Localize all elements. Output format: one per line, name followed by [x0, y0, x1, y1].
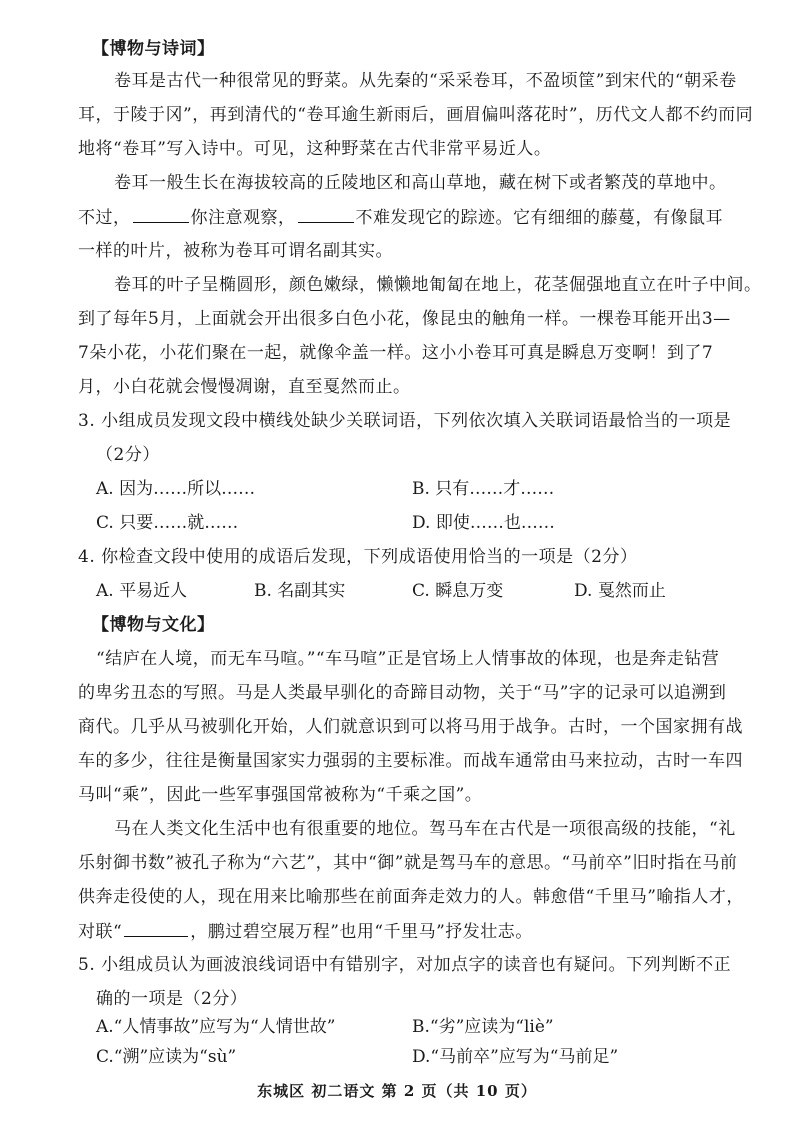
question-4-option-d: D. 戛然而止: [574, 581, 666, 601]
paragraph-line: 月，小白花就会慢慢凋谢，直至戛然而止。: [78, 377, 411, 397]
question-3-option-a: A. 因为……所以……: [96, 479, 256, 499]
question-4-option-a: A. 平易近人: [96, 581, 188, 601]
question-3-option-c: C. 只要……就……: [96, 513, 239, 533]
paragraph-line: 商代。几乎从马被驯化开始，人们就意识到可以将马用于战争。古时，一个国家拥有战: [78, 717, 743, 737]
paragraph-line: 到了每年5月，上面就会开出很多白色小花，像昆虫的触角一样。一棵卷耳能开出3—: [78, 309, 731, 329]
paragraph-line-with-blanks: [78, 206, 723, 229]
question-5-option-a: A.“人情事故”应写为“人情世故”: [96, 1017, 336, 1037]
paragraph-line: “结庐在人境，而无车马喧。”“车马喧”正是官场上人情事故的体现，也是奔走钻营: [96, 649, 720, 669]
question-4-stem: 4. 你检查文段中使用的成语后发现，下列成语使用恰当的一项是（2分）: [78, 547, 638, 567]
paragraph-line: 车的多少，往往是衡量国家实力强弱的主要标准。而战车通常由马来拉动，古时一车四: [78, 751, 743, 771]
fill-blank-1: [133, 206, 189, 223]
text-segment: 不难发现它的踪迹。它有细细的藤蔓，有像鼠耳: [355, 208, 723, 228]
question-3-stem: 3. 小组成员发现文段中横线处缺少关联词语，下列依次填入关联词语最恰当的一项是: [78, 411, 732, 431]
paragraph-line: 耳，于陵于冈”，再到清代的“卷耳逾生新雨后，画眉偏叫落花时”，历代文人都不约而同: [78, 105, 754, 125]
question-4-option-b: B. 名副其实: [254, 581, 346, 601]
question-5-stem: 5. 小组成员认为画波浪线词语中有错别字，对加点字的读音也有疑问。下列判断不正: [78, 955, 732, 975]
paragraph-line: 一样的叶片，被称为卷耳可谓名副其实。: [78, 241, 393, 261]
paragraph-line: 的卑劣丑态的写照。马是人类最早驯化的奇蹄目动物，关于“马”字的记录可以追溯到: [78, 683, 727, 703]
question-5-option-d: D.“马前卒”应写为“马前足”: [412, 1047, 619, 1067]
paragraph-line: 供奔走役使的人，现在用来比喻那些在前面奔走效力的人。韩愈借“千里马”喻指人才，: [78, 887, 744, 907]
paragraph-line: 地将“卷耳”写入诗中。可见，这种野菜在古代非常平易近人。: [78, 139, 552, 159]
paragraph-line: 7朵小花，小花们聚在一起，就像伞盖一样。这小小卷耳可真是瞬息万变啊！到了7: [78, 343, 714, 363]
question-5-option-c: C.“溯”应读为“sù”: [96, 1047, 237, 1067]
paragraph-line: 马在人类文化生活中也有很重要的地位。驾马车在古代是一项很高级的技能，“礼: [114, 819, 736, 839]
fill-blank-3: [124, 920, 188, 937]
paragraph-line: 卷耳的叶子呈椭圆形，颜色嫩绿，懒懒地匍匐在地上，花茎倔强地直立在叶子中间。: [114, 275, 762, 295]
question-5-stem-cont: 确的一项是（2分）: [96, 989, 248, 1009]
paragraph-line: 卷耳一般生长在海拔较高的丘陵地区和高山草地，藏在树下或者繁茂的草地中。: [114, 173, 727, 193]
question-3-option-d: D. 即使……也……: [412, 513, 555, 533]
text-segment: 对联“: [78, 922, 123, 942]
text-segment: 不过，: [78, 208, 131, 228]
page-footer: 东城区 初二语文 第 2 页（共 10 页）: [257, 1082, 537, 1100]
section-title-poetry: 【博物与诗词】: [92, 39, 215, 59]
fill-blank-2: [298, 206, 354, 223]
question-3-score: （2分）: [96, 445, 160, 465]
paragraph-line: 乐射御书数”被孔子称为“六艺”，其中“御”就是驾马车的意思。“马前卒”旧时指在马前: [78, 853, 738, 873]
paragraph-line: 马叫“乘”，因此一些军事强国常被称为“千乘之国”。: [78, 785, 483, 805]
text-segment: 你注意观察，: [190, 208, 296, 228]
question-5-option-b: B.“劣”应读为“liè”: [412, 1017, 554, 1037]
paragraph-line-with-blank: [78, 920, 533, 943]
text-segment: ，鹏过碧空展万程”也用“千里马”抒发壮志。: [190, 922, 533, 942]
question-3-option-b: B. 只有……才……: [412, 479, 555, 499]
question-4-option-c: C. 瞬息万变: [412, 581, 504, 601]
paragraph-line: 卷耳是古代一种很常见的野菜。从先秦的“采采卷耳，不盈顷筐”到宋代的“朝采卷: [114, 71, 737, 91]
section-title-culture: 【博物与文化】: [92, 615, 215, 635]
